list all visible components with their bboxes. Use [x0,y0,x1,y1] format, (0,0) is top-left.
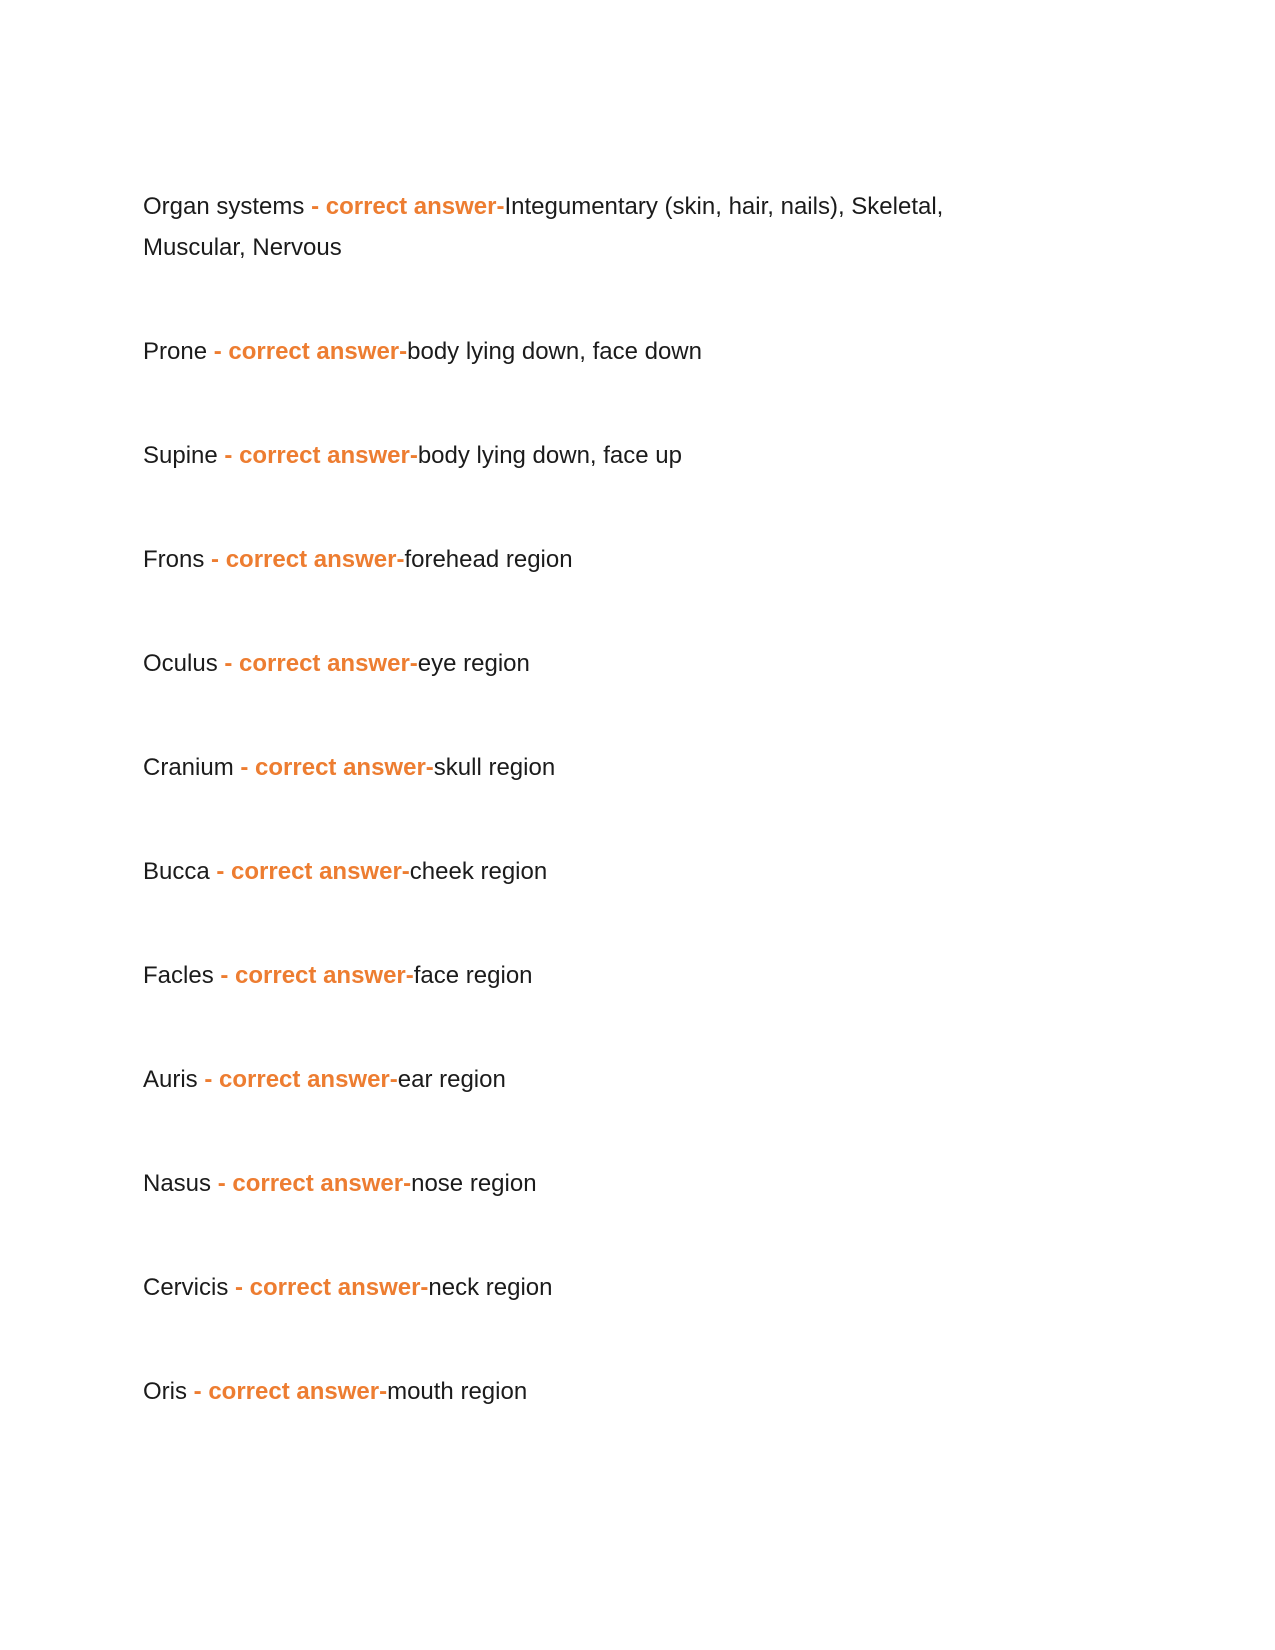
answer-text: Integumentary (skin, hair, nails), Skeletal, Muscular, Nervous [143,193,944,261]
qa-entry [143,186,1013,268]
correct-answer-label: - correct answer- [193,1378,388,1405]
correct-answer-label: - correct answer- [220,962,414,989]
term-text: Supine [143,442,218,469]
correct-answer-label: - correct answer- [311,193,505,220]
correct-answer-label: - correct answer- [213,338,408,365]
correct-answer-label: - correct answer- [235,1274,429,1301]
qa-entry [143,747,1013,788]
qa-list [143,186,1135,1412]
correct-answer-label: - correct answer- [224,650,418,677]
answer-text: ear region [397,1066,506,1093]
term-text: Prone [143,338,208,365]
term-text: Auris [143,1066,198,1093]
answer-text: body lying down, face down [407,338,702,365]
correct-answer-label: - correct answer- [217,1170,412,1197]
answer-text: eye region [417,650,530,677]
term-text: Frons [143,546,205,573]
qa-entry [143,435,1013,476]
qa-entry [143,1059,1013,1100]
answer-text: skull region [433,754,556,781]
answer-text: face region [413,962,533,989]
correct-answer-label: - correct answer- [204,1066,398,1093]
qa-entry [143,539,1013,580]
answer-text: neck region [428,1274,553,1301]
answer-text: cheek region [409,858,548,885]
answer-text: nose region [411,1170,537,1197]
qa-entry [143,955,1013,996]
qa-entry [143,851,1013,892]
correct-answer-label: - correct answer- [211,546,405,573]
qa-entry [143,1267,1013,1308]
term-text: Bucca [143,858,210,885]
term-text: Facles [143,962,214,989]
term-text: Cranium [143,754,234,781]
term-text: Oris [143,1378,187,1405]
answer-text: forehead region [404,546,573,573]
qa-entry [143,1371,1013,1412]
correct-answer-label: - correct answer- [240,754,434,781]
correct-answer-label: - correct answer- [216,858,410,885]
qa-entry [143,643,1013,684]
term-text: Cervicis [143,1274,229,1301]
qa-entry [143,331,1013,372]
term-text: Organ systems [143,193,305,220]
answer-text: body lying down, face up [417,442,682,469]
correct-answer-label: - correct answer- [224,442,418,469]
qa-entry [143,1163,1013,1204]
term-text: Nasus [143,1170,212,1197]
answer-text: mouth region [387,1378,528,1405]
term-text: Oculus [143,650,218,677]
